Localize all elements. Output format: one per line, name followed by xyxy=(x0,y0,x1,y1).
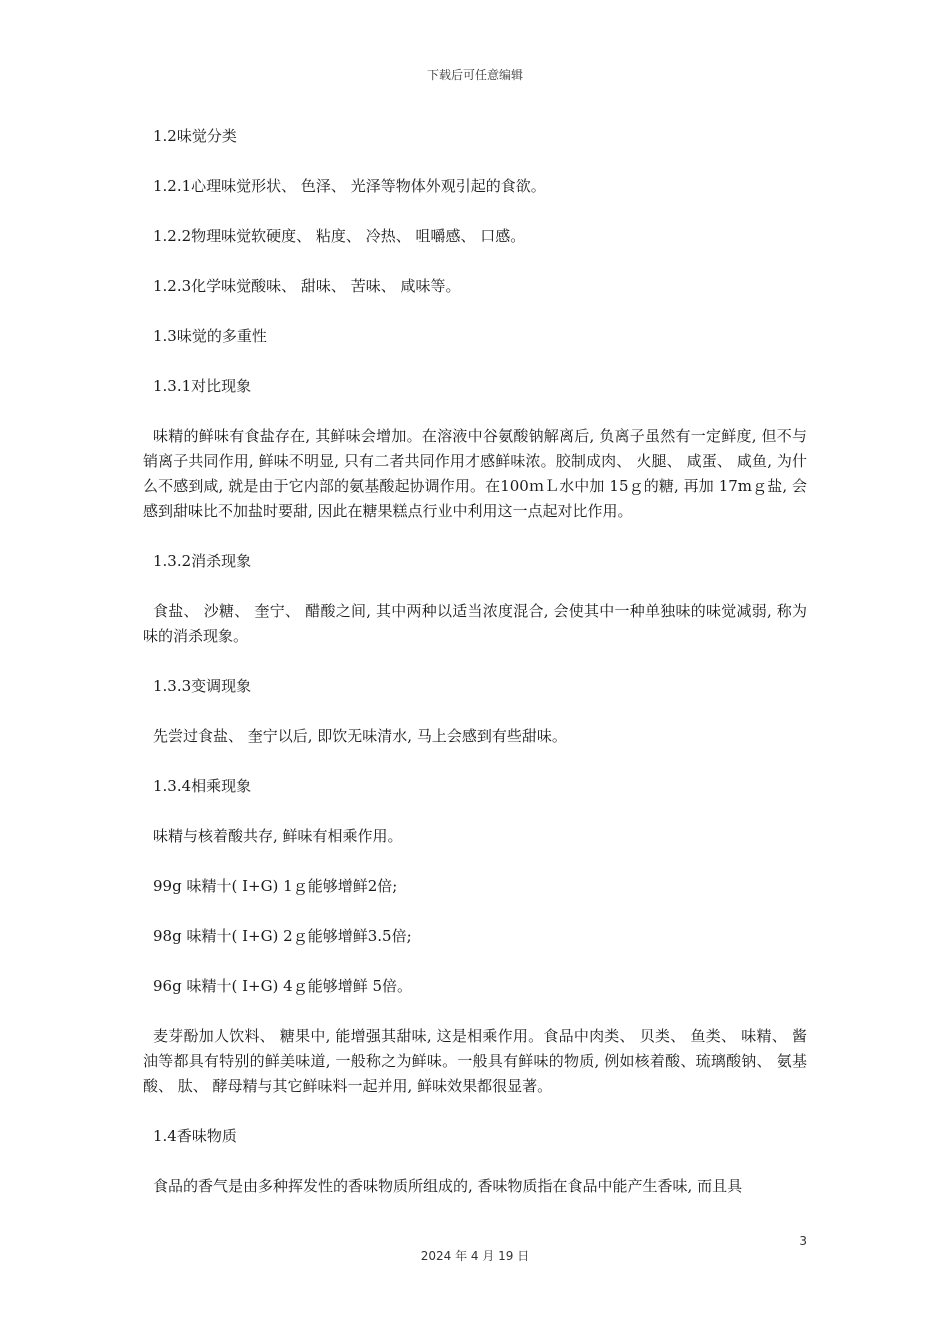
heading-1-2-1: 1.2.1心理味觉形状、 色泽、 光泽等物体外观引起的食欲。 xyxy=(153,177,546,195)
heading-1-3-3: 1.3.3变调现象 xyxy=(153,677,252,695)
mix-line-2: 98g 味精十( I+G) 2ｇ能够增鲜3.5倍; xyxy=(153,927,412,945)
page-number: 3 xyxy=(799,1234,807,1248)
mix-line-1: 99g 味精十( I+G) 1ｇ能够增鲜2倍; xyxy=(153,877,398,895)
document-body xyxy=(143,124,807,1199)
paragraph-modulation: 先尝过食盐、 奎宁以后, 即饮无味清水, 马上会感到有些甜味。 xyxy=(153,727,567,745)
page-header: 下载后可任意编辑 xyxy=(426,68,523,82)
paragraph-cancel: 食盐、 沙糖、 奎宁、 醋酸之间, 其中两种以适当浓度混合, 会使其中一种单独味的味觉减弱, 称为味的消杀现象。 xyxy=(143,602,807,645)
heading-1-2-3: 1.2.3化学味觉酸味、 甜味、 苦味、 咸味等。 xyxy=(153,277,461,295)
heading-1-2-2: 1.2.2物理味觉软硬度、 粘度、 冷热、 咀嚼感、 口感。 xyxy=(153,227,526,245)
heading-1-2: 1.2味觉分类 xyxy=(153,127,237,145)
paragraph-aroma: 食品的香气是由多种挥发性的香味物质所组成的, 香味物质指在食品中能产生香味, 而且具 xyxy=(153,1177,743,1195)
heading-1-3: 1.3味觉的多重性 xyxy=(153,327,267,345)
page-footer-date: 2024 年 4 月 19 日 xyxy=(420,1249,530,1263)
heading-1-3-1: 1.3.1对比现象 xyxy=(153,377,252,395)
heading-1-3-4: 1.3.4相乘现象 xyxy=(153,777,252,795)
paragraph-maltol: 麦芽酚加人饮料、 糖果中, 能增强其甜味, 这是相乘作用。食品中肉类、 贝类、 鱼类、 味精、 酱油等都具有特别的鲜美味道, 一般称之为鲜味。一般具有鲜味的物质, 例如核着酸、琉璃酸钠、 氨基酸、 肽、 酵母精与其它鲜味料一起并用, 鲜味效果都很显著。 xyxy=(143,1027,807,1095)
paragraph-contrast: 味精的鲜味有食盐存在, 其鲜味会增加。在溶液中谷氨酸钠解离后, 负离子虽然有一定鲜度, 但不与销离子共同作用, 鲜味不明显, 只有二者共同作用才感鲜味浓。胶制成肉、 火腿、 咸蛋、 咸鱼, 为什么不感到咸, 就是由于它内部的氨基酸起协调作用。在100ｍＬ水中加 15ｇ的糖, 再加 17mｇ盐, 会感到甜味比不加盐时要甜, 因此在糖果糕点行业中利用这一点起对比作用。 xyxy=(143,427,807,520)
heading-1-3-2: 1.3.2消杀现象 xyxy=(153,552,252,570)
paragraph-synergy: 味精与核着酸共存, 鲜味有相乘作用。 xyxy=(153,827,403,845)
mix-line-3: 96g 味精十( I+G) 4ｇ能够增鲜 5倍。 xyxy=(153,977,413,995)
heading-1-4: 1.4香味物质 xyxy=(153,1127,237,1145)
